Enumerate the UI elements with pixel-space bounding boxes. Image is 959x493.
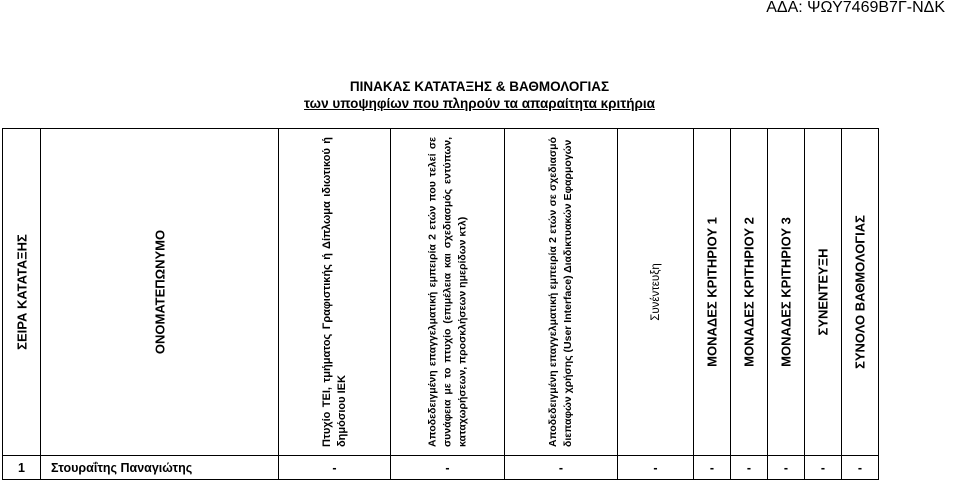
cell-interview-score: - bbox=[805, 456, 842, 480]
table-row bbox=[3, 456, 879, 480]
header-interview-score: ΣΥΝΕΝΤΕΥΞΗ bbox=[805, 129, 842, 456]
header-interview: Συνέντευξη bbox=[618, 129, 694, 456]
ranking-table bbox=[2, 128, 879, 480]
header-criterion2: ΜΟΝΑΔΕΣ ΚΡΙΤΗΡΙΟΥ 2 bbox=[731, 129, 768, 456]
ada-code: ΑΔΑ: ΨΩΥ7469Β7Γ-ΝΔΚ bbox=[766, 0, 945, 16]
cell-total: - bbox=[842, 456, 879, 480]
cell-criterion2: - bbox=[731, 456, 768, 480]
cell-rank: 1 bbox=[3, 456, 41, 480]
header-name: ΟΝΟΜΑΤΕΠΩΝΥΜΟ bbox=[41, 129, 279, 456]
cell-interview: - bbox=[618, 456, 694, 480]
cell-name: Στουραΐτης Παναγιώτης bbox=[41, 456, 279, 480]
cell-experience-ui: - bbox=[505, 456, 618, 480]
header-rank: ΣΕΙΡΑ ΚΑΤΑΤΑΞΗΣ bbox=[3, 129, 41, 456]
cell-criterion1: - bbox=[694, 456, 731, 480]
header-row bbox=[3, 129, 879, 456]
header-criterion3: ΜΟΝΑΔΕΣ ΚΡΙΤΗΡΙΟΥ 3 bbox=[768, 129, 805, 456]
table-subtitle: των υποψηφίων που πληρούν τα απαραίτητα κριτήρια bbox=[304, 96, 655, 111]
header-degree: Πτυχίο ΤΕΙ, τμήματος Γραφιστικής ή Δίπλωμα ιδιωτικού ή δημόσιου ΙΕΚ bbox=[279, 129, 391, 456]
header-total: ΣΥΝΟΛΟ ΒΑΘΜΟΛΟΓΙΑΣ bbox=[842, 129, 879, 456]
table-title: ΠΙΝΑΚΑΣ ΚΑΤΑΤΑΞΗΣ & ΒΑΘΜΟΛΟΓΙΑΣ bbox=[349, 79, 610, 94]
header-criterion1: ΜΟΝΑΔΕΣ ΚΡΙΤΗΡΙΟΥ 1 bbox=[694, 129, 731, 456]
cell-experience-print: - bbox=[391, 456, 505, 480]
cell-degree: - bbox=[279, 456, 391, 480]
header-experience-print: Αποδεδειγμένη επαγγελματική εμπειρία 2 ετών που τελεί σε συνάφεια με το πτυχίο (επιμέλεια και σχεδιασμός εντύπων, καταχωρήσεων, προσκλήσεων ημερίδων κτλ) bbox=[391, 129, 505, 456]
cell-criterion3: - bbox=[768, 456, 805, 480]
header-experience-ui: Αποδεδειγμένη επαγγελματική εμπειρία 2 ετών σε σχεδιασμό διεπαφών χρήσης (User Interface) Διαδικτυακών Εφαρμογών bbox=[505, 129, 618, 456]
